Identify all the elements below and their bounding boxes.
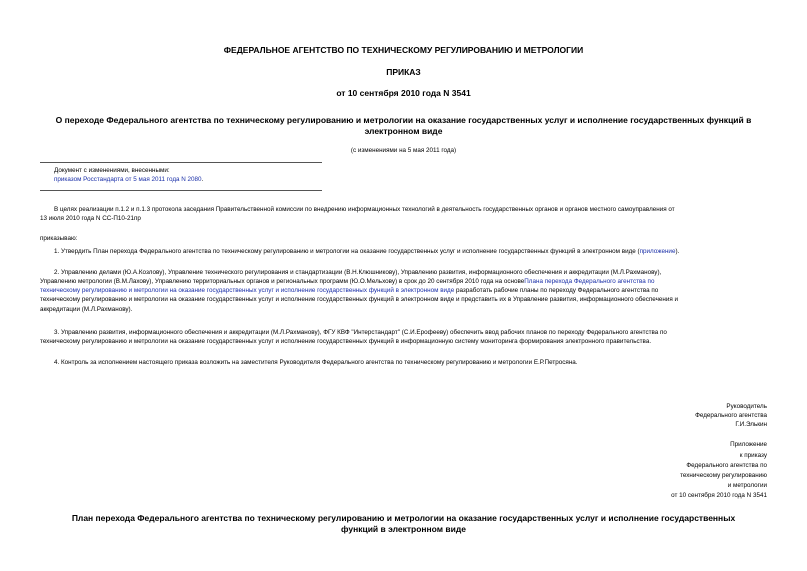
item-3-line1: 3. Управлению развития, информационного обеспечения и аккредитации (М.Л.Рахманову), ФГУ КВФ "Интерстандарт" (С.И.Ерофееву) обеспечить ввод рабочих планов по переходу Федерального агентства по xyxy=(54,329,667,336)
appendix-line6: от 10 сентября 2010 года N 3541 xyxy=(671,492,767,499)
amendments-dot: . xyxy=(201,176,204,183)
amendment-order-link[interactable]: приказом Росстандарта от 5 мая 2011 года N 2080 xyxy=(54,176,202,183)
item-1 xyxy=(54,247,767,256)
amendments-link-line xyxy=(54,175,203,184)
appendix-link[interactable]: приложение xyxy=(639,248,676,255)
item-2-line1: 2. Управлению делами (Ю.А.Козлову), Управление технического регулирования и стандартизации (В.Н.Клюшникову), Управлению развития, информационного обеспечения и аккредитации (М.Л.Рахманову), xyxy=(54,269,662,276)
plan-link-part2[interactable]: техническому регулированию и метрологии на оказание государственных услуг и исполнение государственных функций в электронном виде xyxy=(40,287,455,294)
item-2-line5: аккредитации (М.Л.Рахманову). xyxy=(40,306,133,313)
preamble-line1: В целях реализации п.1.2 и п.1.3 протокола заседания Правительственной комиссии по внедрению информационных технологий в деятельность государственных органов и органов местного самоуправления от xyxy=(54,206,675,213)
item-2-line2 xyxy=(40,277,767,286)
item-2-line3-text: разработать рабочие планы по переходу Федерального агентства по xyxy=(454,287,659,294)
doc-title-line1: О переходе Федерального агентства по техническому регулированию и метрологии на оказание государственных услуг и исполнение государственных функций в xyxy=(55,115,752,125)
doc-type-heading: ПРИКАЗ xyxy=(386,67,421,77)
changes-note: (с изменениями на 5 мая 2011 года) xyxy=(350,147,457,154)
amendments-top-rule xyxy=(40,162,322,163)
appendix-line4: техническому регулированию xyxy=(680,472,767,479)
doc-title-line2: электронном виде xyxy=(364,126,443,136)
signature-line2: Федерального агентства xyxy=(695,412,767,419)
item-2-line3 xyxy=(40,286,767,295)
item-2-line2-text: Управлению метрологии (В.М.Лахову), Управлению территориальных органов и региональных программ (Ю.О.Мельхову) в срок до 20 сентября 2010 года на основе xyxy=(40,278,525,285)
appendix-line1: Приложение xyxy=(730,441,767,448)
signature-line1: Руководитель xyxy=(726,403,767,410)
order-word: приказываю: xyxy=(40,235,78,242)
amendments-bottom-rule xyxy=(40,190,322,191)
appendix-line2: к приказу xyxy=(739,452,767,459)
signature-line3: Г.И.Элькин xyxy=(735,421,767,428)
date-number-heading: от 10 сентября 2010 года N 3541 xyxy=(336,88,471,98)
preamble-line2: 13 июля 2010 года N СС-П10-21пр xyxy=(40,215,141,222)
plan-link-part1[interactable]: Плана перехода Федерального агентства по xyxy=(524,278,655,285)
plan-title-line1: План перехода Федерального агентства по техническому регулированию и метрологии на оказание государственных услуг и исполнение государственных xyxy=(71,513,736,523)
plan-title-line2: функций в электронном виде xyxy=(341,524,466,534)
item-4: 4. Контроль за исполнением настоящего приказа возложить на заместителя Руководителя Федерального агентства по техническому регулированию и метрологии Е.Р.Петросяна. xyxy=(54,359,578,366)
item-2-line4: техническому регулированию и метрологии на оказание государственных услуг и исполнение государственных функций в электронном виде и представить их в Управление развития, информационного обеспечения и xyxy=(40,296,679,303)
item-3-line2: техническому регулированию и метрологии на оказание государственных услуг и исполнение государственных функций в информационную систему мониторинга формирования электронного правительства. xyxy=(40,338,652,345)
amendments-label: Документ с изменениями, внесенными: xyxy=(54,167,170,174)
item-1-text: 1. Утвердить План перехода Федерального агентства по техническому регулированию и метрологии на оказание государственных услуг и исполнение государственных функций в электронном виде ( xyxy=(54,248,640,255)
agency-heading: ФЕДЕРАЛЬНОЕ АГЕНТСТВО ПО ТЕХНИЧЕСКОМУ РЕГУЛИРОВАНИЮ И МЕТРОЛОГИИ xyxy=(223,45,584,55)
appendix-line5: и метрологии xyxy=(727,482,767,489)
appendix-line3: Федерального агентства по xyxy=(686,462,767,469)
item-1-end: ). xyxy=(675,248,680,255)
